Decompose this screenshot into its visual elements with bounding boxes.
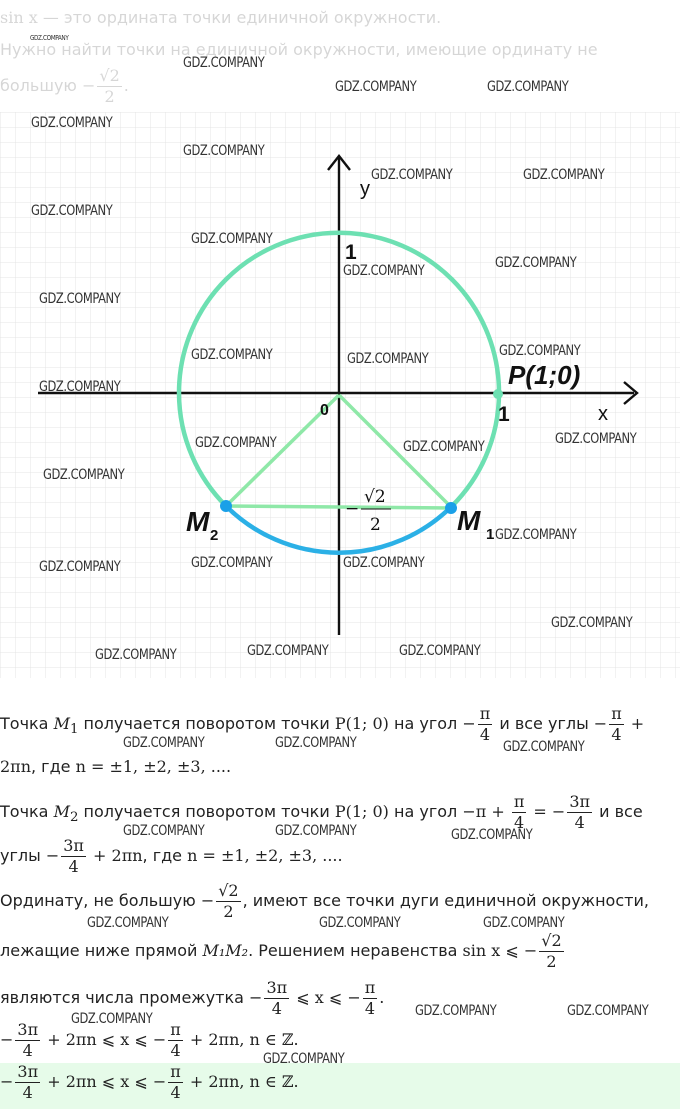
watermark: GDZ.COMPANY [39, 379, 121, 395]
p1-n-values: n = ±1, ±2, ±3, .... [75, 757, 232, 776]
watermark: GDZ.COMPANY [195, 435, 277, 451]
p1-m-sub: 1 [69, 722, 79, 738]
watermark: GDZ.COMPANY [403, 439, 485, 455]
watermark: GDZ.COMPANY [31, 115, 113, 131]
p1-line-2 [0, 757, 231, 776]
watermark: GDZ.COMPANY [415, 1003, 497, 1019]
watermark: GDZ.COMPANY [123, 823, 205, 839]
p1-text-c: на угол [388, 714, 463, 733]
p1-where: , где [31, 757, 76, 776]
watermark: GDZ.COMPANY [551, 615, 633, 631]
m2-subscript: 2 [210, 527, 219, 544]
p2-n-values: n = ±1, ±2, ±3, .... [187, 846, 343, 865]
p1-m: M [53, 714, 70, 733]
intro-line-3 [0, 68, 129, 105]
p1-angle-den: 4 [478, 724, 493, 743]
p3-l4-fraction-2 [168, 1022, 183, 1059]
p2-eq: = − [528, 802, 566, 821]
watermark: GDZ.COMPANY [495, 527, 577, 543]
watermark: GDZ.COMPANY [39, 291, 121, 307]
tick-one-top: 1 [345, 241, 357, 264]
p2-l2-minus: − [45, 846, 60, 865]
p2-fraction-2 [567, 794, 592, 831]
intro-frac-den: 2 [97, 86, 121, 105]
p2-text-b: получается поворотом точки [78, 802, 335, 821]
watermark: GDZ.COMPANY [567, 1003, 649, 1019]
p2-f1-den: 4 [512, 812, 527, 831]
watermark: GDZ.COMPANY [275, 823, 357, 839]
p1-angle-fraction [478, 706, 493, 743]
intro-text-2: Нужно найти точки на единичной окружности, имеющие ординату не [0, 40, 598, 59]
p3-num: √2 [218, 881, 239, 900]
p2-angles: углы [0, 846, 46, 865]
watermark: GDZ.COMPANY [503, 739, 585, 755]
watermark: GDZ.COMPANY [371, 167, 453, 183]
p2-text-c: на угол [388, 802, 463, 821]
answer-end: + 2πn, n ∈ ℤ. [184, 1072, 299, 1091]
p3-l4-fraction-1 [15, 1022, 40, 1059]
p3-text-a: Ординату, не большую [0, 891, 201, 910]
watermark: GDZ.COMPANY [555, 431, 637, 447]
p3-l3-fraction-1 [264, 980, 289, 1017]
watermark: GDZ.COMPANY [30, 34, 69, 42]
p3-l3-f2-num: π [364, 978, 376, 997]
p3-inequality: sin x ⩽ − [462, 941, 538, 960]
p3-minus: − [200, 891, 215, 910]
intro-minus: − [81, 76, 96, 95]
p3-line-m1m2: M₁M₂ [202, 941, 249, 960]
p3-l3-fraction-2 [363, 980, 378, 1017]
watermark: GDZ.COMPANY [347, 351, 429, 367]
p3-l3-f1-den: 4 [264, 998, 289, 1017]
p1-text-a: Точка [0, 714, 54, 733]
p3-l3-minus: − [249, 988, 263, 1007]
p3-l4-f1-num: 3π [17, 1020, 39, 1039]
watermark: GDZ.COMPANY [39, 559, 121, 575]
answer-f1-den: 4 [15, 1082, 40, 1101]
answer-f2-den: 4 [168, 1082, 183, 1101]
x-axis-label: x [598, 403, 608, 425]
watermark: GDZ.COMPANY [275, 735, 357, 751]
watermark: GDZ.COMPANY [31, 203, 113, 219]
p2-text-d: и все [594, 802, 643, 821]
watermark: GDZ.COMPANY [183, 55, 265, 71]
p3-l3-f2-den: 4 [363, 998, 378, 1017]
p3-den: 2 [216, 901, 240, 920]
p2-f3-den: 4 [61, 856, 86, 875]
p3-l4-end: + 2πn, n ∈ ℤ. [184, 1030, 299, 1049]
watermark: GDZ.COMPANY [247, 643, 329, 659]
watermark: GDZ.COMPANY [43, 467, 125, 483]
m1-subscript: 1 [486, 526, 495, 543]
p3-l3-f1-num: 3π [266, 978, 288, 997]
watermark: GDZ.COMPANY [335, 79, 417, 95]
chord-m1-m2 [226, 506, 452, 508]
p1-2pin: 2πn [0, 757, 31, 776]
p2-m-sub: 2 [69, 810, 79, 826]
p3-l4-mid: + 2πn ⩽ x ⩽ − [42, 1030, 167, 1049]
watermark: GDZ.COMPANY [183, 143, 265, 159]
watermark: GDZ.COMPANY [95, 647, 177, 663]
watermark: GDZ.COMPANY [343, 263, 425, 279]
p2-text-a: Точка [0, 802, 54, 821]
chord-label-minus: − [345, 499, 360, 519]
m2-letter: M [186, 506, 210, 537]
watermark: GDZ.COMPANY [483, 915, 565, 931]
point-p [493, 389, 503, 399]
p3-l4-f2-den: 4 [168, 1040, 183, 1059]
p2-fraction-3 [61, 838, 86, 875]
p3-l4-minus: − [0, 1030, 14, 1049]
point-m1 [445, 502, 457, 514]
p2-line-2 [0, 838, 343, 875]
p1-angle-minus: − [462, 714, 476, 733]
tick-one-right: 1 [498, 403, 510, 426]
answer-f1-num: 3π [17, 1062, 39, 1081]
answer-f2-num: π [170, 1062, 181, 1081]
watermark: GDZ.COMPANY [451, 827, 533, 843]
intro-text-1: — это ордината точки единичной окружности. [37, 8, 442, 27]
watermark: GDZ.COMPANY [499, 343, 581, 359]
p2-fraction-1 [512, 794, 527, 831]
m1-letter: M [457, 505, 481, 536]
watermark: GDZ.COMPANY [191, 555, 273, 571]
p2-m: M [53, 802, 70, 821]
chord-label-num: √2 [364, 487, 386, 507]
p2-expr1: −π + [462, 802, 510, 821]
chord-label-den: 2 [370, 515, 381, 535]
intro-text-3: большую [0, 76, 82, 95]
answer-minus: − [0, 1072, 14, 1091]
p2-2pin: + 2πn [87, 846, 143, 865]
unit-circle-figure [0, 112, 680, 678]
intro-line-2 [0, 40, 598, 59]
origin-label: 0 [320, 402, 329, 419]
intro-frac-num: √2 [99, 66, 120, 85]
p3-ineq-num: √2 [541, 931, 562, 950]
answer-fraction-1 [15, 1064, 40, 1101]
watermark: GDZ.COMPANY [263, 1051, 345, 1067]
intro-sin-x: sin x [0, 8, 38, 27]
p1-text-b: получается поворотом точки [78, 714, 335, 733]
watermark: GDZ.COMPANY [71, 1011, 153, 1027]
p3-l2-b: . Решением неравенства [248, 941, 463, 960]
p1-all-fraction [609, 706, 624, 743]
answer-mid: + 2πn ⩽ x ⩽ − [42, 1072, 167, 1091]
p3-ineq-den: 2 [539, 951, 563, 970]
p1-all-den: 4 [609, 724, 624, 743]
p1-all-num: π [611, 704, 622, 723]
p3-line-2 [0, 933, 566, 970]
p2-f2-num: 3π [569, 792, 591, 811]
watermark: GDZ.COMPANY [319, 915, 401, 931]
p3-line-4 [0, 1022, 299, 1059]
watermark: GDZ.COMPANY [523, 167, 605, 183]
p1-angle-num: π [479, 704, 491, 723]
watermark: GDZ.COMPANY [191, 347, 273, 363]
p3-fraction [216, 883, 240, 920]
p3-l4-f1-den: 4 [15, 1040, 40, 1059]
p1-all-minus: − [593, 714, 608, 733]
p2-f1-num: π [513, 792, 525, 811]
watermark: GDZ.COMPANY [123, 735, 205, 751]
p3-l3-mid: ⩽ x ⩽ − [291, 988, 361, 1007]
watermark: GDZ.COMPANY [343, 555, 425, 571]
p1-plus: + [625, 714, 645, 733]
p3-ineq-fraction [539, 933, 563, 970]
intro-line-1 [0, 8, 441, 27]
answer-fraction-2 [168, 1064, 183, 1101]
p2-where: , где [142, 846, 188, 865]
answer-line [0, 1064, 299, 1101]
p3-l3-a: являются числа промежутка [0, 988, 250, 1007]
p2-f3-num: 3π [63, 836, 84, 855]
point-m2 [220, 500, 232, 512]
point-p-label: P(1;0) [508, 360, 581, 390]
p1-text-d: и все углы [494, 714, 594, 733]
p3-l4-f2-num: π [170, 1020, 181, 1039]
p3-l2-a: лежащие ниже прямой [0, 941, 203, 960]
watermark: GDZ.COMPANY [191, 231, 273, 247]
p2-f2-den: 4 [567, 812, 592, 831]
intro-fraction [97, 68, 121, 105]
watermark: GDZ.COMPANY [487, 79, 569, 95]
p3-text-b: , имеют все точки дуги единичной окружности, [242, 891, 649, 910]
watermark: GDZ.COMPANY [495, 255, 577, 271]
y-axis-label: y [360, 178, 370, 200]
watermark: GDZ.COMPANY [87, 915, 169, 931]
p3-line-3 [0, 980, 384, 1017]
intro-period: . [123, 76, 129, 95]
p2-point: P(1; 0) [334, 802, 389, 821]
p1-point: P(1; 0) [334, 714, 389, 733]
p3-l3-end: . [379, 988, 385, 1007]
watermark: GDZ.COMPANY [399, 643, 481, 659]
